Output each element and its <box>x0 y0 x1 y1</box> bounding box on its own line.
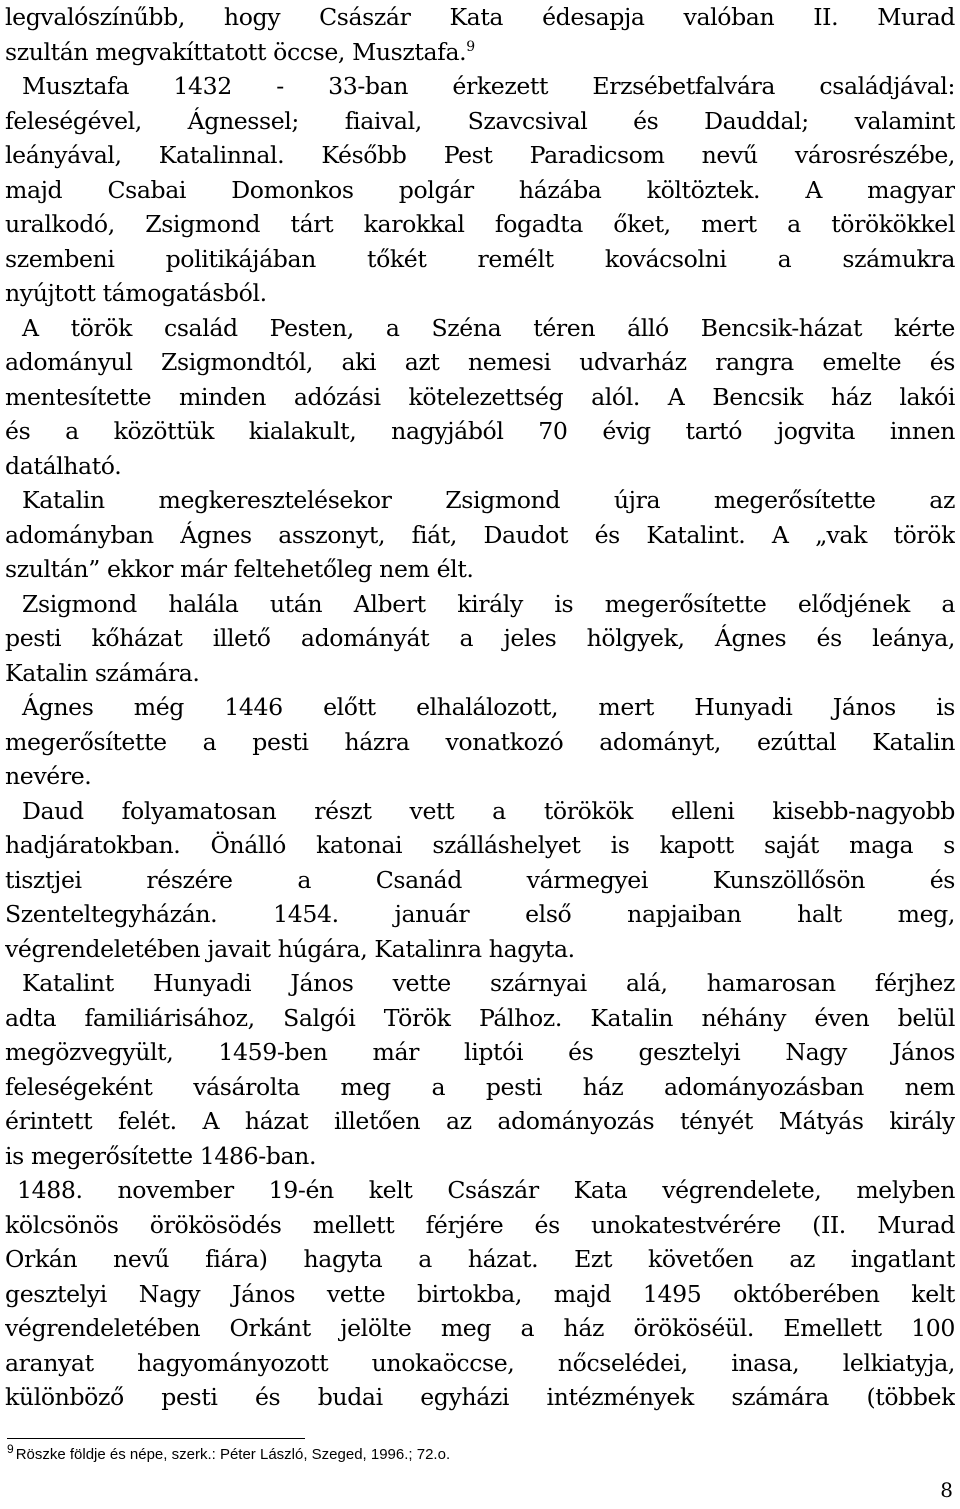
text-line-content: nyújtott támogatásból. <box>5 279 267 307</box>
text-line-content: Szenteltegyházán. 1454. január első napjaiban halt meg, <box>5 900 955 928</box>
text-line <box>5 1001 955 1036</box>
text-line <box>5 897 955 932</box>
text-line-content: A török család Pesten, a Széna téren álló Bencsik-házat kérte <box>22 313 955 342</box>
text-line <box>5 1311 955 1346</box>
footnote <box>7 1442 707 1468</box>
text-line <box>5 1035 955 1070</box>
text-line <box>5 0 955 35</box>
footnote-reference[interactable]: 9 <box>466 38 476 55</box>
text-line-content: szultán megvakíttatott öccse, Musztafa. <box>5 37 467 66</box>
text-line-content: Zsigmond halála után Albert király is megerősítette elődjének a <box>22 589 955 618</box>
document-page <box>5 0 955 1415</box>
text-line-content: datálható. <box>5 451 122 480</box>
text-line <box>5 449 955 484</box>
text-line-content: adományul Zsigmondtól, aki azt nemesi udvarház rangra emelte és <box>5 348 955 376</box>
text-line-content: leányával, Katalinnal. Később Pest Paradicsom nevű városrészébe, <box>5 141 955 169</box>
text-line <box>5 311 955 346</box>
text-line-content: és a közöttük kialakult, nagyjából 70 évig tartó jogvita innen <box>5 417 955 445</box>
text-line <box>5 104 955 139</box>
text-line-content: uralkodó, Zsigmond tárt karokkal fogadta őket, mert a törökökkel <box>5 210 955 238</box>
text-line <box>5 1242 955 1277</box>
text-line <box>5 207 955 242</box>
text-line-content: aranyat hagyományozott unokaöccse, nőcselédei, inasa, lelkiatyja, <box>5 1348 955 1377</box>
body-text <box>5 0 955 1415</box>
text-line-content: kölcsönös örökösödés mellett férjére és unokatestvérére (II. Murad <box>5 1210 955 1239</box>
text-line <box>5 380 955 415</box>
text-line-content: végrendeletében javait húgára, Katalinra hagyta. <box>5 934 575 963</box>
text-line <box>5 1070 955 1105</box>
text-line-content: megözvegyült, 1459-ben már liptói és gesztelyi Nagy János <box>5 1038 955 1066</box>
text-line-content: Daud folyamatosan részt vett a törökök elleni kisebb-nagyobb <box>22 796 955 825</box>
footnote-text: Röszke földje és népe, szerk.: Péter László, Szeged, 1996.; 72.o. <box>15 1446 451 1463</box>
text-line <box>5 242 955 277</box>
text-line <box>5 414 955 449</box>
text-line <box>5 587 955 622</box>
text-line <box>5 1277 955 1312</box>
text-line-content: Ágnes még 1446 előtt elhalálozott, mert Hunyadi János is <box>22 693 955 721</box>
text-line <box>5 483 955 518</box>
text-line <box>5 1173 955 1208</box>
text-line-content: Orkán nevű fiára) hagyta a házat. Ezt követően az ingatlant <box>5 1245 955 1273</box>
text-line-content: megerősítette a pesti házra vonatkozó adományt, ezúttal Katalin <box>5 727 955 756</box>
text-line-content: is megerősítette 1486-ban. <box>5 1141 317 1170</box>
text-line-content: Katalin megkeresztelésekor Zsigmond újra megerősítette az <box>22 486 955 514</box>
text-line-content: feleségeként vásárolta meg a pesti ház adományozásban nem <box>5 1072 955 1101</box>
text-line <box>5 35 955 70</box>
text-line <box>5 725 955 760</box>
text-line-content: érintett felét. A házat illetően az adományozás tényét Mátyás király <box>5 1107 955 1135</box>
text-line-content: feleségével, Ágnessel; fiaival, Szavcsival és Dauddal; valamint <box>5 106 955 135</box>
text-line-content: Katalint Hunyadi János vette szárnyai alá, hamarosan férjhez <box>22 969 955 997</box>
text-line-content: különböző pesti és budai egyházi intézmények számára (többek <box>5 1383 955 1411</box>
text-line-content: hadjáratokban. Önálló katonai szálláshelyet is kapott saját maga s <box>5 831 955 859</box>
text-line <box>5 1104 955 1139</box>
footnote-mark: 9 <box>7 1442 14 1456</box>
text-line-content: szembeni politikájában tőkét remélt kovácsolni a számukra <box>5 244 955 273</box>
text-line-content: pesti kőházat illető adományát a jeles hölgyek, Ágnes és leánya, <box>5 624 955 652</box>
text-line-content: adta familiárisához, Salgói Török Pálhoz. Katalin néhány éven belül <box>5 1003 955 1032</box>
text-line <box>5 656 955 691</box>
text-line <box>5 1139 955 1174</box>
text-line-content: majd Csabai Domonkos polgár házába költöztek. A magyar <box>5 175 955 204</box>
text-line-content: adományban Ágnes asszonyt, fiát, Daudot és Katalint. A „vak török <box>5 520 955 549</box>
text-line <box>5 69 955 104</box>
text-line <box>5 1380 955 1415</box>
text-line <box>5 276 955 311</box>
text-line-content: Musztafa 1432 - 33-ban érkezett Erzsébetfalvára családjával: <box>22 72 955 100</box>
text-line-content: mentesítette minden adózási kötelezettség alól. A Bencsik ház lakói <box>5 382 955 411</box>
page-number: 8 <box>940 1478 953 1502</box>
text-line <box>5 966 955 1001</box>
text-line <box>5 1346 955 1381</box>
text-line-content: Katalin számára. <box>5 658 200 687</box>
text-line-content: szultán” ekkor már feltehetőleg nem élt. <box>5 555 474 583</box>
text-line-content: nevére. <box>5 762 92 790</box>
text-line <box>5 690 955 725</box>
text-line <box>5 863 955 898</box>
text-line <box>5 932 955 967</box>
text-line <box>5 794 955 829</box>
footnote-separator <box>7 1438 305 1439</box>
text-line <box>5 518 955 553</box>
text-line <box>5 1208 955 1243</box>
text-line <box>5 345 955 380</box>
text-line-content: végrendeletében Orkánt jelölte meg a ház örököséül. Emellett 100 <box>5 1314 955 1342</box>
text-line <box>5 552 955 587</box>
text-line <box>5 828 955 863</box>
text-line <box>5 759 955 794</box>
text-line <box>5 621 955 656</box>
text-line-content: gesztelyi Nagy János vette birtokba, majd 1495 októberében kelt <box>5 1279 955 1308</box>
text-line <box>5 173 955 208</box>
text-line-content: tisztjei részére a Csanád vármegyei Kunszöllősön és <box>5 865 955 894</box>
text-line-content: 1488. november 19-én kelt Császár Kata végrendelete, melyben <box>17 1176 955 1204</box>
text-line <box>5 138 955 173</box>
text-line-content: legvalószínűbb, hogy Császár Kata édesapja valóban II. Murad <box>5 3 955 31</box>
